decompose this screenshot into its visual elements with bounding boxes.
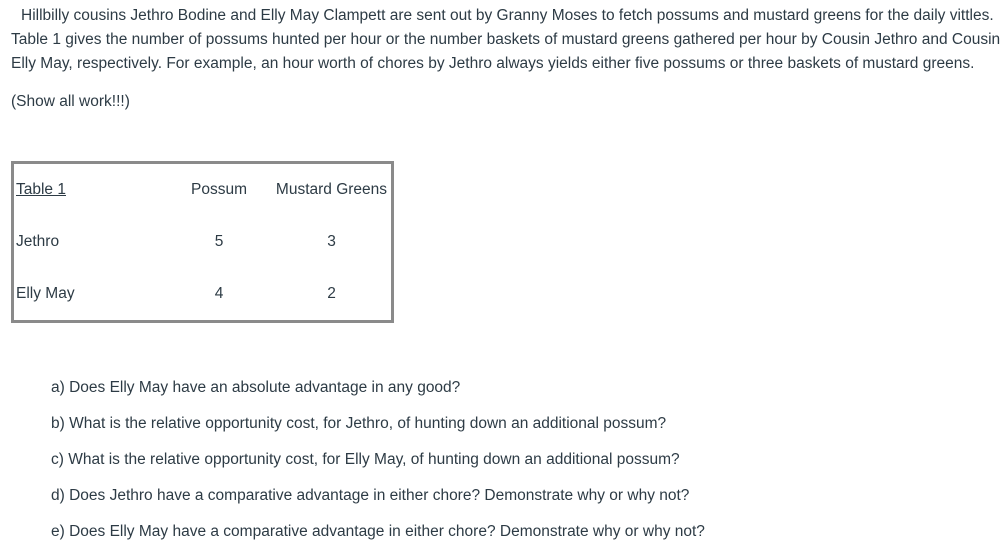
table-1	[11, 161, 394, 323]
cell-elly-may-mustard: 2	[327, 285, 336, 302]
intro-line-1: Hillbilly cousins Jethro Bodine and Elly May Clampett are sent out by Granny Moses to fetch possums and mustard greens for the daily vittles.	[21, 7, 994, 24]
row-label-jethro: Jethro	[16, 233, 60, 250]
column-header-mustard-greens: Mustard Greens	[275, 181, 388, 198]
table-header-row	[14, 164, 391, 216]
question-list	[51, 370, 705, 550]
cell-jethro-mustard: 3	[327, 233, 336, 250]
table-row	[14, 268, 391, 320]
intro-line-3: Elly May, respectively. For example, an hour worth of chores by Jethro always yields either five possums or three baskets of mustard greens.	[11, 55, 975, 72]
show-work-note: (Show all work!!!)	[11, 93, 130, 110]
column-header-possum: Possum	[191, 181, 247, 198]
intro-line-2: Table 1 gives the number of possums hunted per hour or the number baskets of mustard greens gathered per hour by Cousin Jethro and Cousin	[11, 31, 1001, 48]
question-e: e) Does Elly May have a comparative advantage in either chore? Demonstrate why or why not?	[51, 523, 705, 540]
table-caption-link[interactable]: Table 1	[16, 181, 66, 198]
cell-jethro-possum: 5	[214, 233, 224, 250]
question-a: a) Does Elly May have an absolute advantage in any good?	[51, 379, 461, 396]
table-row	[14, 216, 391, 268]
data-table	[14, 164, 391, 320]
cell-elly-may-possum: 4	[214, 285, 224, 302]
question-d: d) Does Jethro have a comparative advantage in either chore? Demonstrate why or why not?	[51, 487, 690, 504]
question-b: b) What is the relative opportunity cost, for Jethro, of hunting down an additional possum?	[51, 415, 667, 432]
problem-intro	[11, 4, 1005, 76]
table-caption-cell	[14, 164, 166, 216]
question-c: c) What is the relative opportunity cost, for Elly May, of hunting down an additional possum?	[51, 451, 680, 468]
row-label-elly-may: Elly May	[16, 285, 75, 302]
